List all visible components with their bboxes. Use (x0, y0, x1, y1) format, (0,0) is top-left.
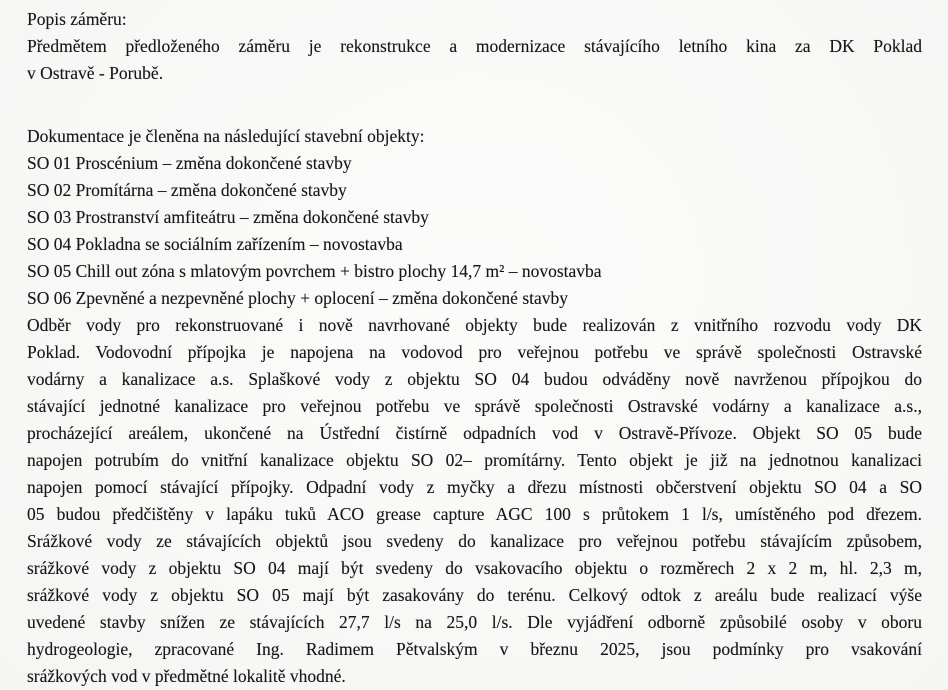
paragraph-water-management (27, 312, 922, 690)
doc-line: napojen pomocí stávající přípojky. Odpadní vody z myčky a dřezu místnosti občerstvení objektu SO 04 a SO (27, 477, 922, 497)
doc-line: procházející areálem, ukončené na Ústřední čistírně odpadních vod v Ostravě-Přívoze. Objekt SO 05 bude (27, 423, 922, 443)
doc-line: vodárny a kanalizace a.s. Splaškové vody z objektu SO 04 budou odváděny nově navrženou přípojkou do (27, 369, 922, 389)
doc-line: hydrogeologie, zpracované Ing. Radimem Pětvalským v březnu 2025, jsou podmínky pro vsakování (27, 639, 922, 659)
doc-line-so-05: SO 05 Chill out zóna s mlatovým povrchem + bistro plochy 14,7 m² – novostavba (27, 261, 602, 281)
doc-line: stávající jednotné kanalizace pro veřejnou potřebu ve správě společnosti Ostravské vodárny a kanalizace a.s., (27, 396, 922, 416)
paragraph-intro (27, 6, 922, 87)
doc-line-intro-heading: Popis záměru: (27, 9, 127, 29)
doc-line: srážkové vody z objektu SO 04 mají být svedeny do vsakovacího objektu o rozměrech 2 x 2 m, hl. 2,3 m, (27, 558, 922, 578)
doc-line: 05 budou předčištěny v lapáku tuků ACO grease capture AGC 100 s průtokem 1 l/s, umístěného pod dřezem. (27, 504, 922, 524)
doc-line-so-01: SO 01 Proscénium – změna dokončené stavby (27, 153, 352, 173)
doc-line: Předmětem předloženého záměru je rekonstrukce a modernizace stávajícího letního kina za DK Poklad (27, 36, 922, 56)
doc-line-so-02: SO 02 Promítárna – změna dokončené stavby (27, 180, 347, 200)
doc-line-so-06: SO 06 Zpevněné a nezpevněné plochy + oplocení – změna dokončené stavby (27, 288, 569, 308)
doc-line: Poklad. Vodovodní přípojka je napojena na vodovod pro veřejnou potřebu ve správě společnosti Ostravské (27, 342, 922, 362)
doc-line: Odběr vody pro rekonstruované i nově navrhované objekty bude realizován z vnitřního rozvodu vody DK (27, 315, 922, 335)
doc-line-so-03: SO 03 Prostranství amfiteátru – změna dokončené stavby (27, 207, 429, 227)
doc-line-objects-heading: Dokumentace je členěna na následující stavební objekty: (27, 126, 425, 146)
doc-line-so-04: SO 04 Pokladna se sociálním zařízením – novostavba (27, 234, 403, 254)
doc-line: v Ostravě - Porubě. (27, 63, 164, 83)
doc-line: srážkové vody z objektu SO 05 mají být zasakovány do terénu. Celkový odtok z areálu bude realizací výše (27, 585, 922, 605)
doc-line: napojen potrubím do vnitřní kanalizace objektu SO 02– promítárny. Tento objekt je již na jednotnou kanalizaci (27, 450, 922, 470)
paragraph-building-objects (27, 123, 922, 312)
doc-line: Srážkové vody ze stávajících objektů jsou svedeny do kanalizace pro veřejnou potřebu stávajícím způsobem, (27, 531, 922, 551)
doc-line: uvedené stavby snížen ze stávajících 27,7 l/s na 25,0 l/s. Dle vyjádření odborně způsobilé osoby v oboru (27, 612, 922, 632)
doc-line: srážkových vod v předmětné lokalitě vhodné. (27, 666, 346, 686)
